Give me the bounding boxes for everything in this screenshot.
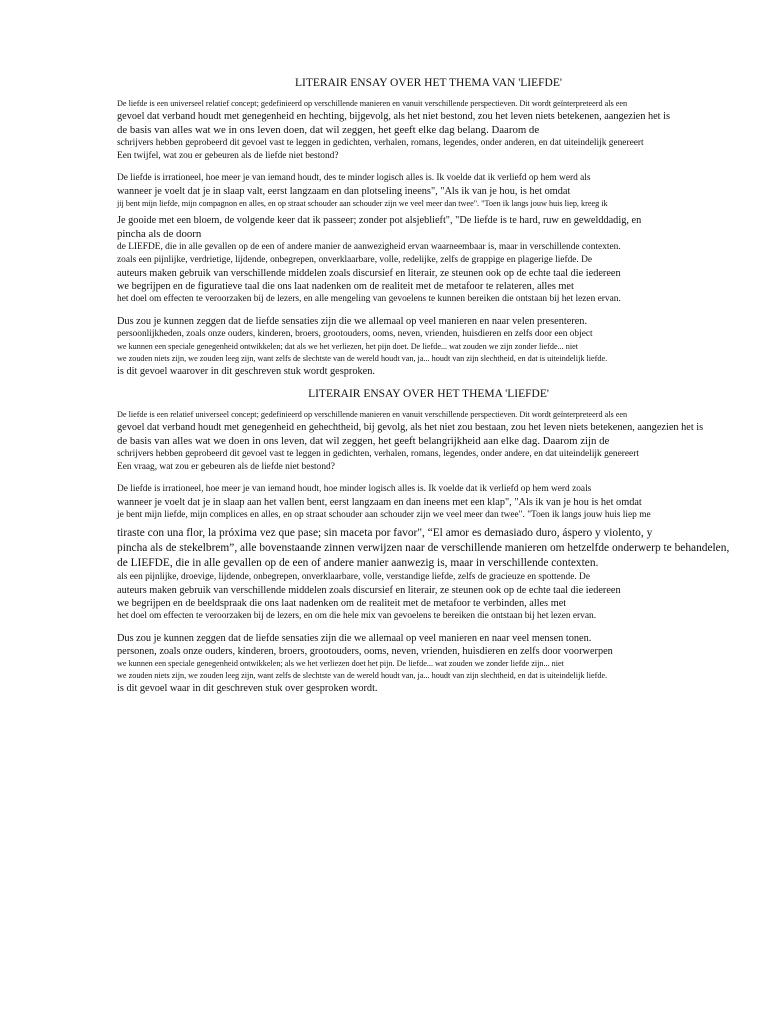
paragraph-line: we kunnen een speciale genegenheid ontwikkelen; als we het verliezen doet het pijn. De liefde... wat zouden we zonder liefde zijn... niet (117, 659, 564, 668)
paragraph (117, 315, 740, 378)
paragraph-line: de basis van alles wat we doen in ons leven, dat wil zeggen, het geeft belangrijkheid aan elke dag. Daarom zijn de (117, 435, 610, 447)
essay-title: LITERAIR ENSAY OVER HET THEMA VAN 'LIEFDE' (295, 77, 562, 89)
paragraph-line: Dus zou je kunnen zeggen dat de liefde sensaties zijn die we allemaal op veel manieren en naar velen presenteren. (117, 316, 588, 327)
paragraph-line: personen, zoals onze ouders, kinderen, broers, grootouders, ooms, neven, vrienden, huisdieren en zelfs door voorwerpen (117, 646, 613, 657)
paragraph (117, 409, 740, 474)
paragraph-line: gevoel dat verband houdt met genegenheid en gehechtheid, bij gevolg, als het niet zou bestaan, zou het leven niets betekenen, aangezien het is (117, 422, 704, 433)
paragraph-line: de basis van alles wat we in ons leven doen, dat wil zeggen, het geeft elke dag belang. Daarom de (117, 124, 540, 136)
paragraph-line: zoals een pijnlijke, verdrietige, lijdende, onbegrepen, onverklaarbare, volle, redelijke, zelfs de grappige en plagerige liefde. De (117, 255, 593, 265)
paragraph-line: wanneer je voelt dat je in slaap valt, eerst langzaam en dan plotseling ineens", "Als ik van je hou, is het omdat (117, 186, 571, 197)
paragraph-line: Je gooide met een bloem, de volgende keer dat ik passeer; zonder pot alsjeblieft", "De liefde is te hard, ruw en gewelddadig, en (117, 215, 642, 226)
paragraph-line: we zouden niets zijn, we zouden leeg zijn, want zelfs de slechtste van de wereld houdt van, ja... houdt van zijn slechtheid, en dat is uiteindelijk liefde. (117, 671, 608, 680)
paragraph-line: schrijvers hebben geprobeerd dit gevoel vast te leggen in gedichten, verhalen, romans, legendes, onder anderen, en dat uiteindelijk genereert (117, 138, 644, 148)
paragraph-line: auteurs maken gebruik van verschillende middelen zoals discursief en literair, ze steunen ook op de echte taal die iedereen (117, 268, 621, 279)
paragraph (117, 632, 740, 695)
paragraph-line: je bent mijn liefde, mijn complices en alles, en op straat schouder aan schouder zijn we veel meer dan twee". "Toen ik langs jouw huis liep me (117, 510, 651, 520)
paragraph-line: Een vraag, wat zou er gebeuren als de liefde niet bestond? (117, 462, 335, 472)
paragraph-line: pincha als de doorn (117, 228, 202, 240)
paragraph-line: persoonlijkheden, zoals onze ouders, kinderen, broers, grootouders, ooms, neven, vrienden, huisdieren en zelfs door een object (117, 329, 593, 339)
paragraph-line: gevoel dat verband houdt met genegenheid en hechting, bijgevolg, als het niet bestond, zou het leven niets betekenen, aangezien het is (117, 111, 670, 122)
essay-title: LITERAIR ENSAY OVER HET THEMA 'LIEFDE' (308, 388, 549, 400)
paragraph-line: de LIEFDE, die in alle gevallen op de een of andere manier de aanwezigheid ervan waarneembaar is, maar in verschillende contexten. (117, 242, 621, 252)
paragraph-line: tiraste con una flor, la próxima vez que pase; sin maceta por favor", “El amor es demasiado duro, áspero y violento, y (117, 527, 653, 539)
paragraph (117, 172, 740, 306)
paragraph-line: we begrijpen en de beeldspraak die ons laat nadenken om de realiteit met de metafoor te verbinden, alles met (117, 598, 567, 609)
paragraph (117, 98, 740, 163)
document-page (117, 76, 740, 704)
paragraph-line: is dit gevoel waarover in dit geschreven stuk wordt gesproken. (117, 366, 375, 377)
paragraph-line: De liefde is irrationeel, hoe meer je van iemand houdt, des te minder logisch alles is. Ik voelde dat ik verliefd op hem werd als (117, 173, 591, 183)
paragraph-line: als een pijnlijke, droevige, lijdende, onbegrepen, onverklaarbare, volle, verstandige liefde, zelfs de gracieuze en spottende. De (117, 572, 590, 582)
paragraph-line: we zouden niets zijn, we zouden leeg zijn, want zelfs de slechtste van de wereld houdt van, ja... houdt van zijn slechtheid, en dat is uiteindelijk liefde. (117, 354, 608, 363)
paragraph-line: wanneer je voelt dat je in slaap aan het vallen bent, eerst langzaam en dan ineens met een klap", "Als ik van je hou is het omdat (117, 497, 642, 508)
paragraph-line: De liefde is een universeel relatief concept; gedefinieerd op verschillende manieren en vanuit verschillende perspectieven. Dit wordt geïnterpreteerd als een (117, 99, 628, 108)
paragraph-line: het doel om effecten te veroorzaken bij de lezers, en om die hele mix van gevoelens te bereiken die ontstaan bij het lezen ervan. (117, 611, 597, 621)
paragraph-line: is dit gevoel waar in dit geschreven stuk over gesproken wordt. (117, 683, 378, 694)
paragraph-line: het doel om effecten te veroorzaken bij de lezers, en alle mengeling van gevoelens te kunnen bereiken die ontstaan bij het lezen ervan. (117, 294, 621, 304)
paragraph-line: we begrijpen en de figuratieve taal die ons laat nadenken om de realiteit met de metafoor te relateren, alles met (117, 281, 574, 292)
paragraph-line: auteurs maken gebruik van verschillende middelen zoals discursief en literair, ze steunen ook op de echte taal die iedereen (117, 585, 621, 596)
paragraph-line: schrijvers hebben geprobeerd dit gevoel vast te leggen in gedichten, verhalen, romans, legendes, onder andere, en dat uiteindelijk genereert (117, 449, 639, 459)
paragraph-line: De liefde is een relatief universeel concept; gedefinieerd op verschillende manieren en vanuit verschillende perspectieven. Dit wordt geïnterpreteerd als een (117, 410, 628, 419)
paragraph-line: we kunnen een speciale genegenheid ontwikkelen; dat als we het verliezen, het pijn doet. De liefde... wat zouden we zijn zonder liefde... niet (117, 342, 579, 351)
essay-section-2 (117, 387, 740, 695)
paragraph-line: Een twijfel, wat zou er gebeuren als de liefde niet bestond? (117, 151, 339, 161)
paragraph-line: Dus zou je kunnen zeggen dat de liefde sensaties zijn die we allemaal op veel manieren en naar veel mensen tonen. (117, 633, 592, 644)
paragraph (117, 483, 740, 623)
essay-section-1 (117, 76, 740, 378)
paragraph-line: De liefde is irrationeel, hoe meer je van iemand houdt, hoe minder logisch alles is. Ik voelde dat ik verliefd op hem werd zoals (117, 484, 592, 494)
paragraph-line: pincha als de stekelbrem”, alle bovenstaande zinnen verwijzen naar de verschillende manieren om hetzelfde onderwerp te behandelen, (117, 542, 730, 554)
paragraph-line: jij bent mijn liefde, mijn compagnon en alles, en op straat schouder aan schouder zijn we veel meer dan twee". "Toen ik langs jouw huis liep, kreeg ik (117, 199, 608, 208)
paragraph-line: de LIEFDE, die in alle gevallen op de een of andere manier aanwezig is, maar in verschillende contexten. (117, 557, 599, 569)
